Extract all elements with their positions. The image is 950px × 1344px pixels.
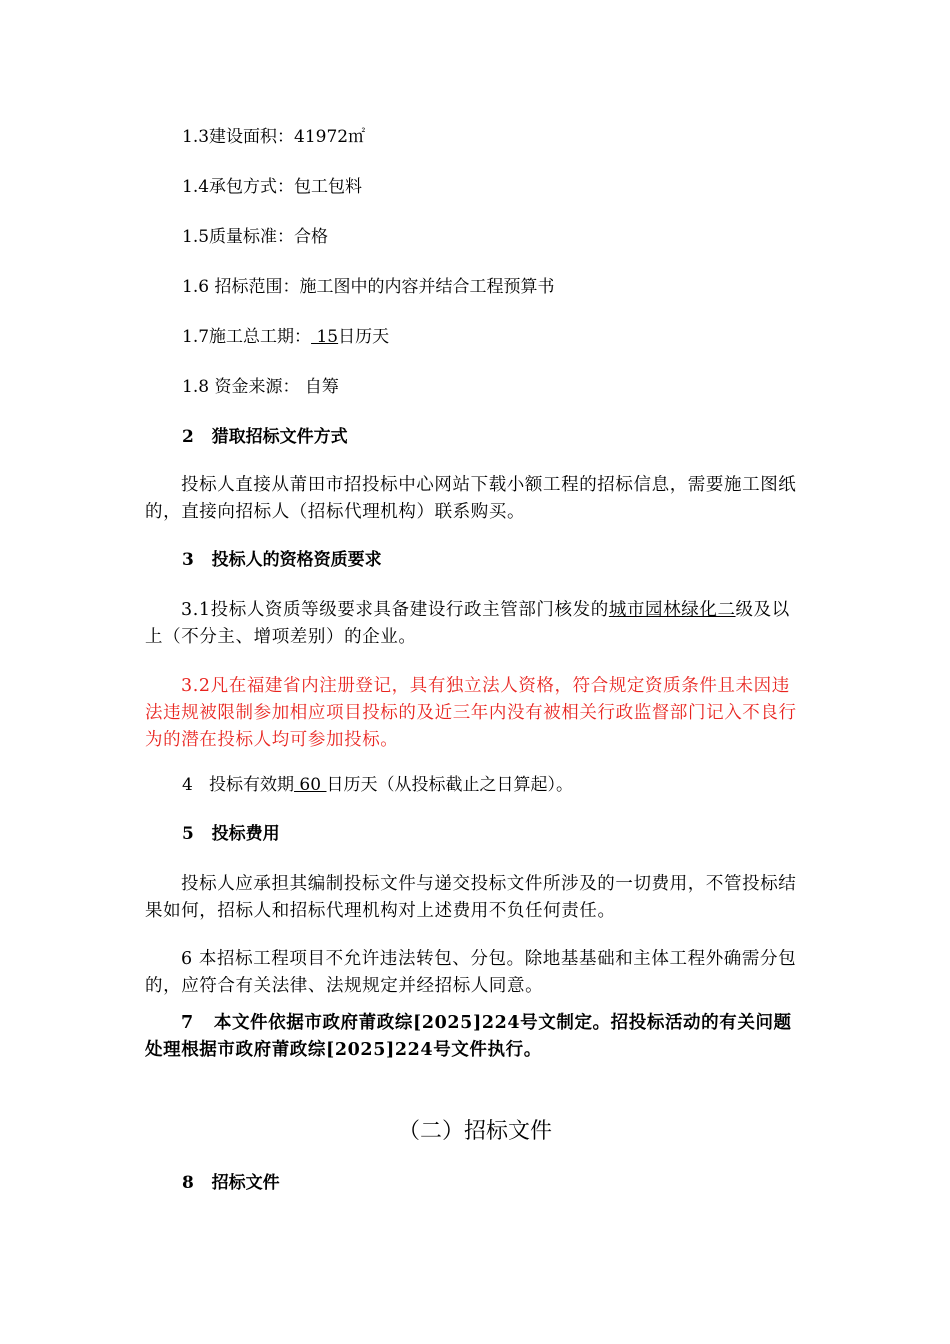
- item-1-8: [182, 375, 339, 400]
- item-1-7-suffix: 日历天: [338, 327, 390, 347]
- item-1-7-label: 1.7施工总工期：: [182, 327, 312, 347]
- section-7-body: 7 本文件依据市政府莆政综[2025]224号文制定。招投标活动的有关问题处理根据市政府莆政综[2025]224号文件执行。: [145, 1013, 792, 1060]
- item-1-3: [182, 125, 365, 150]
- section-4: [182, 773, 573, 798]
- section-3-2: 3.2凡在福建省内注册登记，具有独立法人资格，符合规定资质条件且未因违法违规被限制参加相应项目投标的及近三年内没有被相关行政监督部门记入不良行为的潜在投标人均可参加投标。: [145, 676, 797, 750]
- part-2-title: （二）招标文件: [397, 1119, 552, 1144]
- item-1-7-value: 15: [311, 327, 339, 347]
- section-2-body: 投标人直接从莆田市招投标中心网站下载小额工程的招标信息，需要施工图纸的，直接向招标人（招标代理机构）联系购买。: [145, 475, 797, 522]
- section-5-body: 投标人应承担其编制投标文件与递交投标文件所涉及的一切费用，不管投标结果如何，招标人和招标代理机构对上述费用不负任何责任。: [145, 874, 797, 921]
- section-4-days: 60: [294, 775, 327, 795]
- section-8-heading: 8 招标文件: [182, 1173, 280, 1193]
- section-5-heading: 5 投标费用: [182, 824, 280, 844]
- item-1-6-value: 施工图中的内容并结合工程预算书: [299, 277, 555, 297]
- item-1-6-label: 1.6 招标范围：: [182, 277, 300, 297]
- item-1-5-label: 1.5质量标准：: [182, 227, 295, 247]
- item-1-5: [182, 225, 328, 250]
- item-1-4-value: 包工包料: [294, 177, 363, 197]
- item-1-8-value: 自筹: [299, 377, 339, 397]
- section-3-1-text-b: 级及以上（不分主、增项差别）的企业。: [145, 600, 790, 647]
- section-4-text-b: 日历天（从投标截止之日算起）。: [326, 775, 573, 795]
- section-3-1-text-a: 3.1投标人资质等级要求具备建设行政主管部门核发的: [181, 600, 609, 620]
- item-1-4-label: 1.4承包方式：: [182, 177, 295, 197]
- item-1-6: [182, 275, 554, 300]
- section-4-text-a: 4 投标有效期: [182, 775, 295, 795]
- section-2-heading: 2 猎取招标文件方式: [182, 427, 348, 447]
- item-1-4: [182, 175, 362, 200]
- section-3-heading: 3 投标人的资格资质要求: [182, 550, 382, 570]
- item-1-5-value: 合格: [294, 227, 329, 247]
- section-6-body: 6 本招标工程项目不允许违法转包、分包。除地基基础和主体工程外确需分包的，应符合有关法律、法规规定并经招标人同意。: [145, 949, 797, 996]
- section-3-1-qualification: 城市园林绿化二: [608, 600, 736, 620]
- item-1-3-value: 41972㎡: [294, 127, 366, 147]
- item-1-8-label: 1.8 资金来源：: [182, 377, 300, 397]
- item-1-7: [182, 325, 389, 350]
- item-1-3-label: 1.3建设面积：: [182, 127, 295, 147]
- section-3-1: [145, 597, 807, 651]
